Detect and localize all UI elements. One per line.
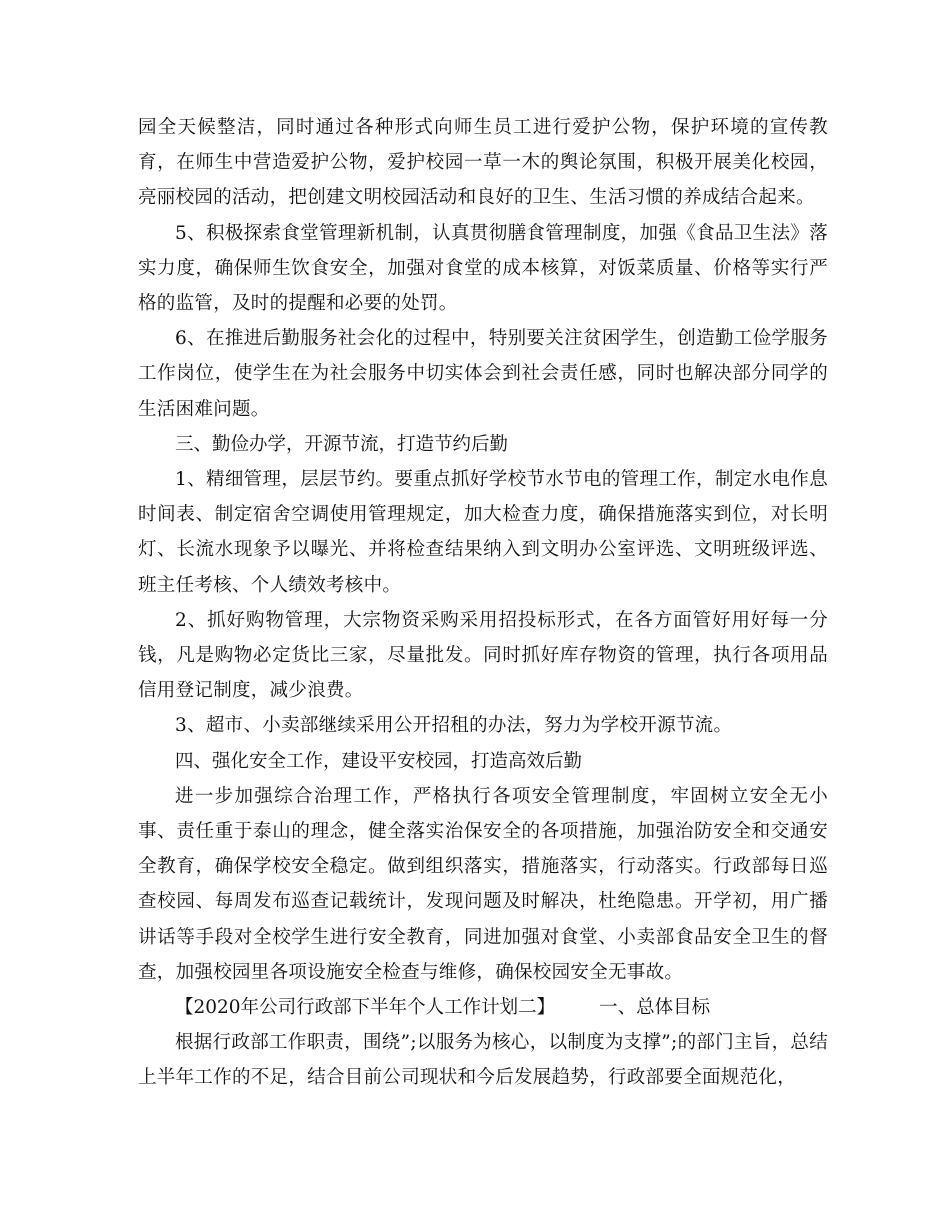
section-heading-4: 四、强化安全工作，建设平安校园，打造高效后勤 — [175, 750, 583, 772]
paragraph-final: 根据行政部工作职责，围绕”;以服务为核心，以制度为支撑”;的部门主旨，总结上半年工作的不足，结合目前公司现状和今后发展趋势，行政部要全面规范化， — [138, 1032, 828, 1089]
plan-title: 【2020年公司行政部下半年个人工作计划二】 — [175, 997, 556, 1019]
paragraph-item-2: 2、抓好购物管理，大宗物资采购采用招投标形式，在各方面管好用好每一分钱，凡是购物必定货比三家，尽量批发。同时抓好库存物资的管理，执行各项用品信用登记制度，减少浪费。 — [138, 609, 828, 702]
paragraph-safety: 进一步加强综合治理工作，严格执行各项安全管理制度，牢固树立安全无小事、责任重于泰山的理念，健全落实治保安全的各项措施，加强治防安全和交通安全教育，确保学校安全稳定。做到组织落实，措施落实，行动落实。行政部每日巡查校园、每周发布巡查记载统计，发现问题及时解决，杜绝隐患。开学初，用广播讲话等手段对全校学生进行安全教育，同进加强对食堂、小卖部食品安全卫生的督查，加强校园里各项设施安全检查与维修，确保校园安全无事故。 — [138, 785, 828, 983]
section-heading-3: 三、勤俭办学，开源节流，打造节约后勤 — [175, 433, 509, 455]
plan-subtitle: 一、总体目标 — [599, 997, 711, 1019]
paragraph-item-3: 3、超市、小卖部继续采用公开招租的办法，努力为学校开源节流。 — [175, 715, 733, 737]
paragraph-item-5: 5、积极探索食堂管理新机制，认真贯彻膳食管理制度，加强《食品卫生法》落实力度，确保师生饮食安全，加强对食堂的成本核算，对饭菜质量、价格等实行严格的监管，及时的提醒和必要的处罚。 — [138, 222, 828, 315]
plan-title-line — [138, 990, 828, 1025]
paragraph-item-1: 1、精细管理，层层节约。要重点抓好学校节水节电的管理工作，制定水电作息时间表、制定宿舍空调使用管理规定，加大检查力度，确保措施落实到位，对长明灯、长流水现象予以曝光、并将检查结果纳入到文明办公室评选、文明班级评选、班主任考核、个人绩效考核中。 — [138, 469, 828, 596]
paragraph-item-6: 6、在推进后勤服务社会化的过程中，特别要关注贫困学生，创造勤工俭学服务工作岗位，使学生在为社会服务中切实体会到社会责任感，同时也解决部分同学的生活困难问题。 — [138, 328, 828, 420]
paragraph-continued: 园全天候整洁，同时通过各种形式向师生员工进行爱护公物，保护环境的宣传教育，在师生中营造爱护公物，爱护校园一草一木的舆论氛围，积极开展美化校园，亮丽校园的活动，把创建文明校园活动和良好的卫生、生活习惯的养成结合起来。 — [138, 117, 828, 209]
document-body — [138, 110, 828, 1096]
